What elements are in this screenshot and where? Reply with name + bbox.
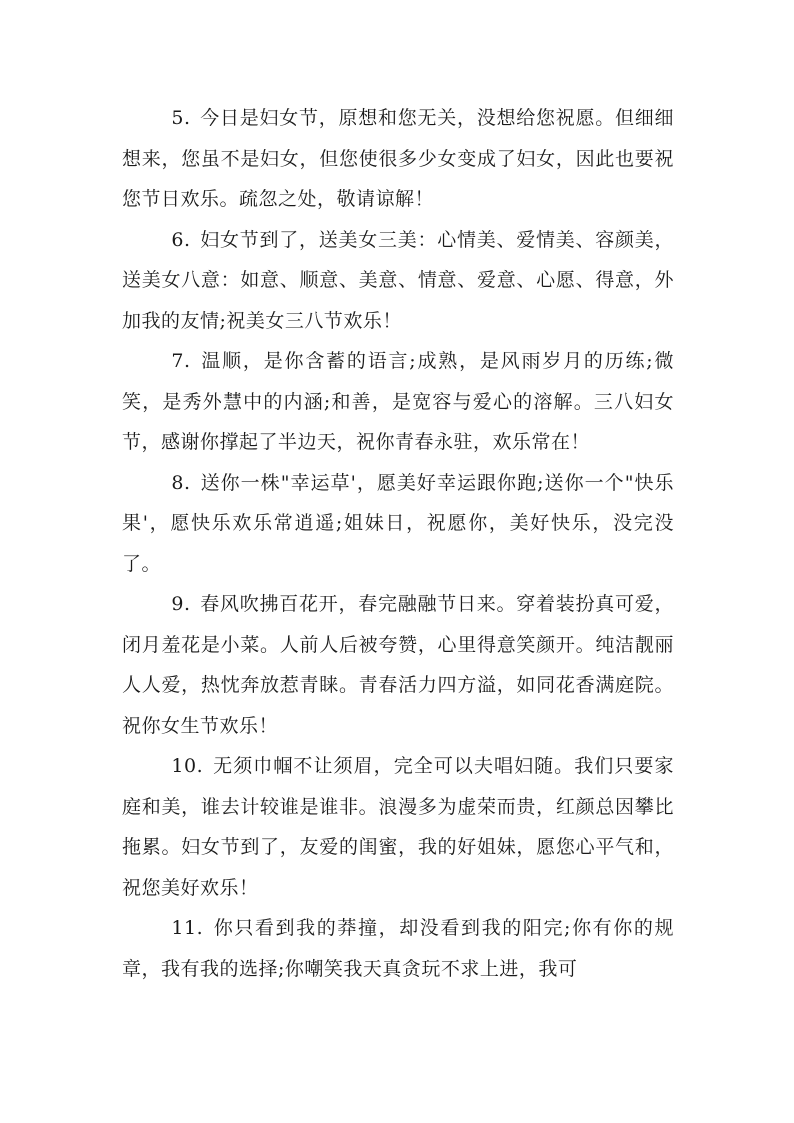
paragraph-number: 11. [171,917,204,939]
paragraph-number: 10. [171,755,204,777]
paragraph-6 [122,220,674,342]
paragraph-text: 春风吹拂百花开，春完融融节日来。穿着装扮真可爱，闭月羞花是小菜。人前人后被夸赞，心里得意笑颜开。纯洁靓丽人人爱，热忱奔放惹青睐。青春活力四方溢，如同花香满庭院。祝你女生节欢乐！ [122,593,674,737]
paragraph-9 [122,584,674,746]
paragraph-number: 8. [171,471,191,494]
paragraph-10 [122,746,674,908]
paragraph-text: 今日是妇女节，原想和您无关，没想给您祝愿。但细细想来，您虽不是妇女，但您使很多少女变成了妇女，因此也要祝您节日欢乐。疏忽之处，敬请谅解！ [122,107,674,210]
paragraph-7 [122,341,674,463]
paragraph-text: 你只看到我的莽撞，却没看到我的阳完;你有你的规章，我有我的选择;你嘲笑我天真贪玩不求上进，我可 [122,917,674,980]
paragraph-text: 温顺，是你含蓄的语言;成熟，是风雨岁月的历练;微笑，是秀外慧中的内涵;和善，是宽容与爱心的溶解。三八妇女节，感谢你撑起了半边天，祝你青春永驻，欢乐常在！ [122,350,674,453]
paragraph-text: 送你一株"幸运草'，愿美好幸运跟你跑;送你一个"快乐果'，愿快乐欢乐常逍遥;姐妹日，祝愿你，美好快乐，没完没了。 [122,471,674,575]
paragraph-11 [122,908,674,989]
paragraph-number: 7. [171,350,191,372]
paragraph-number: 5. [171,107,191,129]
paragraph-5 [122,98,674,220]
paragraph-text: 妇女节到了，送美女三美：心情美、爱情美、容颜美，送美女八意：如意、顺意、美意、情意、爱意、心愿、得意，外加我的友情;祝美女三八节欢乐！ [122,228,674,332]
paragraph-number: 6. [171,228,191,251]
document-body [122,98,674,989]
paragraph-number: 9. [171,593,191,615]
paragraph-8 [122,463,674,585]
paragraph-text: 无须巾帼不让须眉，完全可以夫唱妇随。我们只要家庭和美，谁去计较谁是谁非。浪漫多为虚荣而贵，红颜总因攀比拖累。妇女节到了，友爱的闺蜜，我的好姐妹，愿您心平气和，祝您美好欢乐！ [122,755,674,899]
